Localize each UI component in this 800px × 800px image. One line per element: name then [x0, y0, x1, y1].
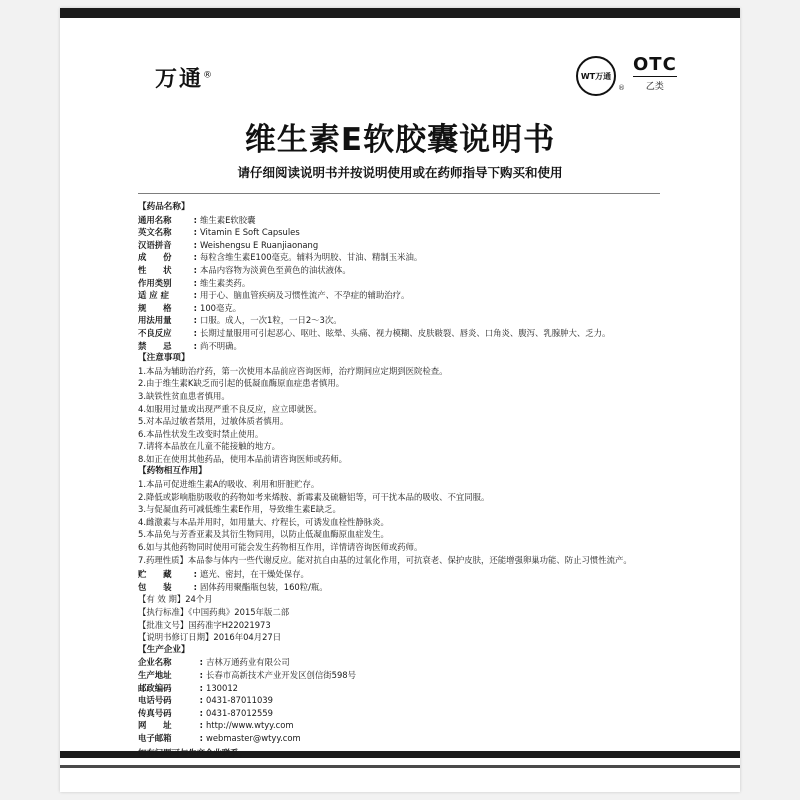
- contact-footnote: 如有问题可与生产企业联系。: [138, 747, 247, 758]
- row-label: 规 格: [138, 302, 172, 313]
- page-title: 维生素E软胶囊说明书: [244, 122, 556, 158]
- leaflet-page: [60, 8, 740, 792]
- info-row: 生产地址 : 长春市高新技术产业开发区创信街598号: [138, 669, 668, 682]
- row-value: Vitamin E Soft Capsules: [200, 227, 300, 238]
- row-label: 作用类别: [138, 277, 172, 288]
- precaution-item: 3.缺铁性贫血患者慎用。: [138, 390, 230, 401]
- interaction-item: 7.药理性质】本品参与体内一些代谢反应。能对抗自由基的过氧化作用，可抗衰老、保护皮肤，还能增强卵巢功能、防止习惯性流产。: [138, 554, 632, 565]
- row-label: 网 址: [138, 720, 172, 731]
- page-subtitle: 请仔细阅读说明书并按说明使用或在药师指导下购买和使用: [237, 165, 563, 180]
- section-drug-name: 【药品名称】: [138, 202, 190, 212]
- row-value: 本品内容物为淡黄色至黄色的油状液体。: [200, 264, 351, 275]
- precaution-item: 5.对本品过敏者禁用，过敏体质者慎用。: [138, 416, 289, 427]
- info-row: 性 状 : 本品内容物为淡黄色至黄色的油状液体。: [138, 264, 668, 277]
- info-row: 企业名称 : 吉林万通药业有限公司: [138, 656, 668, 669]
- top-black-bar: [60, 8, 740, 18]
- row-label: 生产地址: [138, 669, 172, 680]
- interaction-item: 1.本品可促进维生素A的吸收、利用和肝脏贮存。: [138, 479, 320, 490]
- row-label: 贮 藏: [138, 569, 172, 580]
- info-row: 贮 藏 : 遮光、密封，在干燥处保存。: [138, 568, 668, 581]
- leaflet-content: [60, 18, 740, 758]
- precaution-item: 1.本品为辅助治疗药，第一次使用本品前应咨询医师，治疗期间应定期到医院检查。: [138, 365, 448, 376]
- title-divider: [138, 193, 660, 194]
- emblem-reg-mark: ®: [618, 84, 625, 92]
- interaction-item: 2.降低或影响脂肪吸收的药物如考来烯胺、新霉素及硫糖铝等，可干扰本品的吸收、不宜同服。: [138, 491, 490, 502]
- precaution-item: 8.如正在使用其他药品，使用本品前请咨询医师或药师。: [138, 453, 347, 464]
- row-value: 用于心、脑血管疾病及习惯性流产、不孕症的辅助治疗。: [200, 290, 410, 301]
- row-label: 用法用量: [138, 315, 172, 326]
- interaction-item: 3.与促凝血药可减低维生素E作用，导致维生素E缺乏。: [138, 504, 341, 515]
- row-value: 吉林万通药业有限公司: [206, 657, 290, 668]
- info-row: 不良反应 : 长期过量服用可引起恶心、呕吐、眩晕、头痛、视力模糊、皮肤皲裂、唇炎、口角炎、腹泻、乳腺肿大、乏力。: [138, 327, 668, 340]
- row-value: 130012: [206, 682, 238, 693]
- row-value: 0431-87012559: [206, 707, 273, 718]
- brand-name: 万通: [155, 67, 204, 92]
- otc-class: 乙类: [645, 82, 664, 92]
- row-value: 长春市高新技术产业开发区创信街598号: [206, 669, 356, 680]
- info-row: 包 装 : 固体药用聚酯瓶包装，160粒/瓶。: [138, 581, 668, 594]
- brand-logo: [155, 62, 214, 93]
- row-value: 长期过量服用可引起恶心、呕吐、眩晕、头痛、视力模糊、皮肤皲裂、唇炎、口角炎、腹泻、乳腺肿大、乏力。: [200, 327, 611, 338]
- info-row: 英文名称 : Vitamin E Soft Capsules: [138, 226, 668, 239]
- row-label: 成 份: [138, 252, 172, 263]
- approval-number-line: 【批准文号】国药准字H22021973: [138, 619, 271, 630]
- precaution-item: 4.如服用过量或出现严重不良反应，应立即就医。: [138, 403, 322, 414]
- company-emblem-icon: [576, 56, 616, 96]
- row-value: Weishengsu E Ruanjiaonang: [200, 239, 319, 250]
- otc-label: OTC: [633, 54, 677, 75]
- validity-line: 【有 效 期】24个月: [138, 594, 213, 605]
- emblem-line1: WT: [580, 71, 596, 81]
- info-row: 作用类别 : 维生素类药。: [138, 277, 668, 290]
- row-label: 通用名称: [138, 214, 172, 225]
- info-row: 网 址 : http://www.wtyy.com: [138, 719, 668, 732]
- interaction-item: 5.本品免与芳香亚素及其衍生物同用，以防止低凝血酶原血症发生。: [138, 529, 389, 540]
- precaution-item: 7.请将本品放在儿童不能接触的地方。: [138, 441, 280, 452]
- row-label: 电话号码: [138, 695, 172, 706]
- revision-date-line: 【说明书修订日期】2016年04月27日: [138, 632, 282, 643]
- row-value: 0431-87011039: [206, 695, 273, 706]
- row-value: 每粒含维生素E100毫克。辅料为明胶、甘油、精制玉米油。: [200, 252, 423, 263]
- manufacturer-contact: [138, 656, 668, 744]
- row-value: 100毫克。: [200, 302, 242, 313]
- standard-line: 【执行标准】《中国药典》2015年版二部: [138, 607, 290, 617]
- precaution-item: 2.由于维生素K缺乏而引起的低凝血酶原血症患者慎用。: [138, 378, 345, 389]
- info-row: 成 份 : 每粒含维生素E100毫克。辅料为明胶、甘油、精制玉米油。: [138, 251, 668, 264]
- leaflet-body: [138, 201, 668, 759]
- row-value: 尚不明确。: [200, 340, 242, 351]
- row-label: 包 装: [138, 581, 172, 592]
- info-row: 汉语拼音 : Weishengsu E Ruanjiaonang: [138, 239, 668, 252]
- bottom-gray-bar: [60, 765, 740, 768]
- row-label: 电子邮箱: [138, 732, 172, 743]
- row-value: http://www.wtyy.com: [206, 720, 294, 731]
- row-label: 英文名称: [138, 227, 172, 238]
- row-label: 适 应 症: [138, 290, 169, 301]
- row-label: 邮政编码: [138, 682, 172, 693]
- brand-reg-mark: ®: [203, 70, 215, 81]
- row-label: 传真号码: [138, 707, 172, 718]
- row-label: 汉语拼音: [138, 239, 172, 250]
- interaction-item: 4.雌激素与本品并用时，如用量大、疗程长，可诱发血栓性静脉炎。: [138, 516, 389, 527]
- info-row: 适 应 症 : 用于心、脑血管疾病及习惯性流产、不孕症的辅助治疗。: [138, 289, 668, 302]
- row-label: 性 状: [138, 264, 172, 275]
- precaution-item: 6.本品性状发生改变时禁止使用。: [138, 428, 264, 439]
- info-row: 规 格 : 100毫克。: [138, 302, 668, 315]
- row-value: 口服。成人，一次1粒，一日2～3次。: [200, 315, 342, 326]
- section-precautions: 【注意事项】: [138, 353, 190, 364]
- info-row: 电话号码 : 0431-87011039: [138, 694, 668, 707]
- section-manufacturer: 【生产企业】: [138, 644, 190, 655]
- info-row: 禁 忌 : 尚不明确。: [138, 340, 668, 353]
- emblem-line2: 万通: [595, 71, 612, 81]
- section-interactions: 【药物相互作用】: [138, 466, 207, 477]
- info-row: 邮政编码 : 130012: [138, 682, 668, 695]
- row-label: 禁 忌: [138, 340, 172, 351]
- interaction-item: 6.如与其他药物同时使用可能会发生药物相互作用，详情请咨询医师或药师。: [138, 542, 423, 553]
- otc-badge: [633, 54, 677, 92]
- row-value: 维生素E软胶囊: [200, 214, 256, 225]
- info-row: 电子邮箱 : webmaster@wtyy.com: [138, 732, 668, 745]
- info-row: 用法用量 : 口服。成人，一次1粒，一日2～3次。: [138, 314, 668, 327]
- row-value: webmaster@wtyy.com: [206, 732, 301, 743]
- row-label: 企业名称: [138, 657, 172, 668]
- row-value: 维生素类药。: [200, 277, 251, 288]
- row-value: 遮光、密封，在干燥处保存。: [200, 569, 309, 580]
- info-row: 传真号码 : 0431-87012559: [138, 707, 668, 720]
- row-value: 固体药用聚酯瓶包装，160粒/瓶。: [200, 581, 328, 592]
- info-row: 通用名称 : 维生素E软胶囊: [138, 214, 668, 227]
- row-label: 不良反应: [138, 327, 172, 338]
